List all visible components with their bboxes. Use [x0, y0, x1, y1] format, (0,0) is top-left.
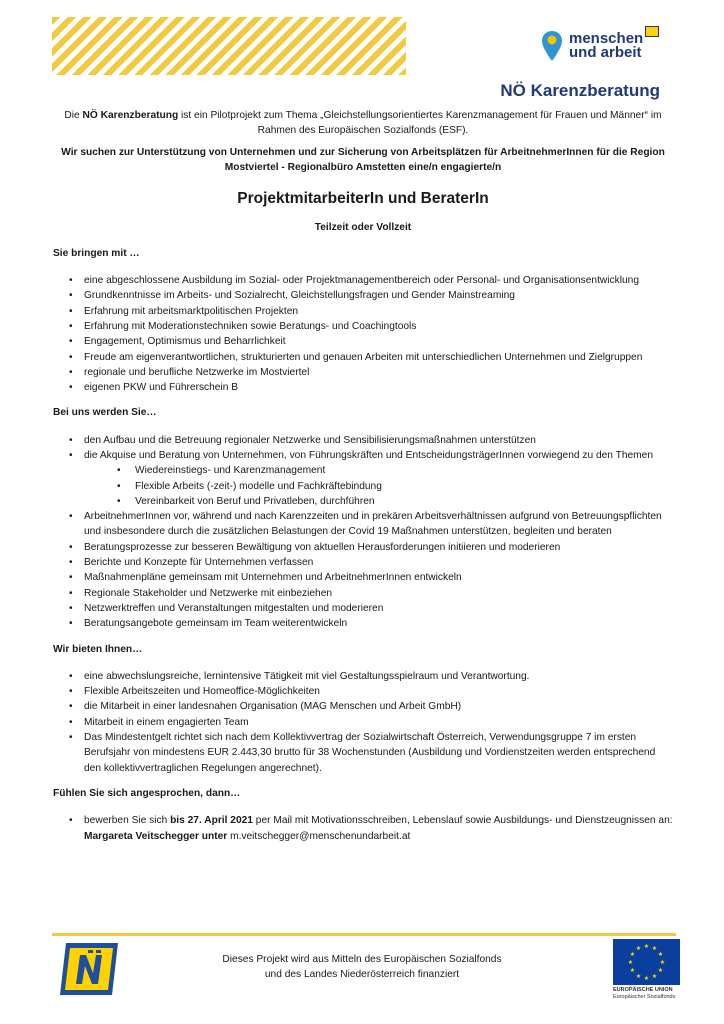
list-item: • Das Mindestentgelt richtet sich nach dem Kollektivvertrag der Sozialwirtschaft Österreich, Verwendungsgruppe 7 im ersten Berufsjahr von mindestens EUR 2.443,30 brutto für 38 Wochenstunden (Ausbildung und Vordienstzeiten werden entsprechend den kollektivvertraglichen Regelungen angerechnet). [53, 730, 673, 776]
list-item: • ArbeitnehmerInnen vor, während und nach Karenzzeiten und in prekären Arbeitsverhältnissen aufgrund von Betreuungspflichten und insbesondere durch die zusätzlichen Belastungen der Covid 19 Maßnahmen unterstützen, begleiten und beraten [53, 509, 673, 540]
offer-list [53, 669, 673, 776]
svg-text:★: ★ [643, 975, 650, 982]
list-item: • die Mitarbeit in einer landesnahen Organisation (MAG Menschen und Arbeit GmbH) [53, 699, 673, 714]
svg-text:★: ★ [651, 945, 658, 952]
list-item: • eine abgeschlossene Ausbildung im Sozial- oder Projektmanagementbereich oder Personal- und Organisationsentwicklung [53, 273, 673, 288]
section-apply-heading: Fühlen Sie sich angesprochen, dann… [53, 787, 241, 799]
contact-email[interactable]: m.veitschegger@menschenundarbeit.at [227, 830, 411, 842]
list-item: • Erfahrung mit arbeitsmarktpolitischen Projekten [53, 304, 673, 319]
list-item: • Beratungsangebote gemeinsam im Team weiterentwickeln [53, 616, 673, 631]
section-offer-heading: Wir bieten Ihnen… [53, 643, 143, 655]
svg-text:★: ★ [627, 959, 634, 966]
section-tasks-heading: Bei uns werden Sie… [53, 407, 157, 419]
list-item: • den Aufbau und die Betreuung regionaler Netzwerke und Sensibilisierungsmaßnahmen unterstützen [53, 433, 673, 448]
list-item: • Grundkenntnisse im Arbeits- und Sozialrecht, Gleichstellungsfragen und Gender Mainstreaming [53, 288, 673, 303]
apply-list [53, 813, 673, 844]
list-item: • Flexible Arbeitszeiten und Homeoffice-Möglichkeiten [53, 684, 673, 699]
list-item: • Beratungsprozesse zur besseren Bewältigung von aktuellen Herausforderungen initiieren und moderieren [53, 540, 673, 555]
intro-paragraph: Die NÖ Karenzberatung ist ein Pilotprojekt zum Thema „Gleichstellungsorientiertes Karenzmanagement für Frauen und Männer“ im Rahmen des Europäischen Sozialfonds (ESF). [64, 110, 662, 137]
svg-text:★: ★ [657, 951, 664, 958]
header-stripe-pattern [52, 17, 406, 75]
eu-caption: EUROPÄISCHE UNION Europäischer Sozialfonds [613, 987, 676, 1000]
svg-text:★: ★ [643, 943, 650, 950]
requirements-list [53, 273, 673, 395]
job-title: ProjektmitarbeiterIn und BeraterIn [237, 190, 489, 208]
application-deadline: bis 27. April 2021 [170, 815, 253, 827]
logo-line-2: und arbeit [569, 44, 642, 61]
list-item: • Freude am eigenverantwortlichen, strukturierten und genauen Arbeiten mit unterschiedlichen Unternehmen und Zielgruppen [53, 350, 673, 365]
noe-mini-flag-icon [645, 26, 659, 37]
svg-text:★: ★ [635, 973, 642, 980]
sub-list-item: • Vereinbarkeit von Beruf und Privatleben, durchführen [53, 494, 673, 509]
funding-note: Dieses Projekt wird aus Mitteln des Europäischen Sozialfonds und des Landes Niederösterreich finanziert [222, 954, 502, 981]
svg-text:★: ★ [651, 973, 658, 980]
svg-text:★: ★ [629, 967, 636, 974]
svg-text:★: ★ [657, 967, 664, 974]
location-pin-icon [541, 30, 563, 62]
document-body [53, 108, 673, 844]
svg-text:★: ★ [635, 945, 642, 952]
list-item: • regionale und berufliche Netzwerke im Mostviertel [53, 365, 673, 380]
list-item: • Regionale Stakeholder und Netzwerke mit einbeziehen [53, 586, 673, 601]
application-instructions: • bewerben Sie sich bis 27. April 2021 per Mail mit Motivationsschreiben, Lebenslauf sowie Ausbildungs- und Dienstzeugnissen an: Margareta Veitschegger unter m.veitschegger@menschenundarbeit.at [53, 813, 673, 844]
sub-list-item: • Flexible Arbeits (-zeit-) modelle und Fachkräftebindung [53, 479, 673, 494]
svg-text:★: ★ [629, 951, 636, 958]
tasks-list [53, 433, 673, 632]
list-item: • die Akquise und Beratung von Unternehmen, von Führungskräften und EntscheidungsträgerInnen vorwiegend zu den Themen [53, 448, 673, 463]
logo-wordmark [569, 32, 643, 60]
list-item: • Mitarbeit in einem engagierten Team [53, 715, 673, 730]
list-item: • Netzwerktreffen und Veranstaltungen mitgestalten und moderieren [53, 601, 673, 616]
contact-person: Margareta Veitschegger unter [84, 830, 228, 842]
logo-line-1: menschen [569, 30, 644, 47]
eu-flag-icon [613, 939, 680, 985]
list-item: • eine abwechslungsreiche, lernintensive Tätigkeit mit viel Gestaltungsspielraum und Verantwortung. [53, 669, 673, 684]
niederoesterreich-logo-icon [60, 943, 118, 995]
menschen-und-arbeit-logo [541, 24, 661, 68]
svg-text:★: ★ [659, 959, 666, 966]
sub-list-item: • Wiedereinstiegs- und Karenzmanagement [53, 463, 673, 478]
list-item: • Maßnahmenpläne gemeinsam mit Unternehmen und ArbeitnehmerInnen entwickeln [53, 570, 673, 585]
intro-search-statement: Wir suchen zur Unterstützung von Unternehmen und zur Sicherung von Arbeitsplätzen für ArbeitnehmerInnen für die Region Mostviertel - Regionalbüro Amstetten eine/n engagierte/n [61, 146, 665, 173]
section-requirements-heading: Sie bringen mit … [53, 247, 140, 259]
employment-type: Teilzeit oder Vollzeit [314, 222, 412, 234]
intro-program-name: NÖ Karenzberatung [82, 110, 179, 121]
footer-divider [52, 933, 676, 936]
document-title: NÖ Karenzberatung [500, 81, 660, 100]
list-item: • Berichte und Konzepte für Unternehmen verfassen [53, 555, 673, 570]
list-item: • eigenen PKW und Führerschein B [53, 380, 673, 395]
list-item: • Engagement, Optimismus und Beharrlichkeit [53, 334, 673, 349]
list-item: • Erfahrung mit Moderationstechniken sowie Beratungs- und Coachingtools [53, 319, 673, 334]
